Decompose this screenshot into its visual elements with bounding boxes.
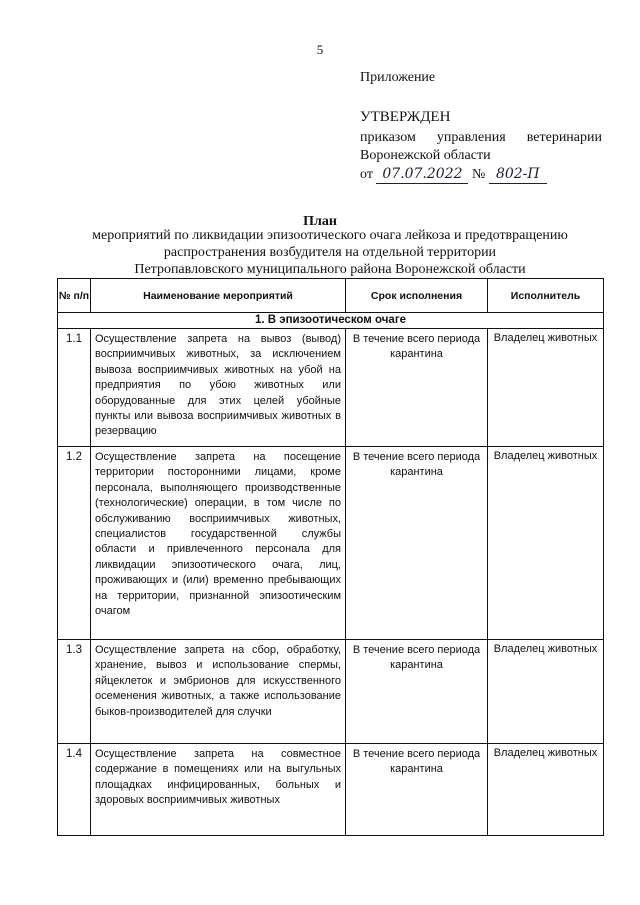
- row-number: 1.4: [58, 744, 91, 836]
- header-executor: Исполнитель: [488, 279, 604, 313]
- row-number: 1.3: [58, 640, 91, 744]
- order-date-number-line: [360, 165, 602, 184]
- page-number: 5: [316, 42, 324, 57]
- header-term: Срок исполнения: [346, 279, 488, 313]
- measure-name: Осуществление запрета на посещение территории посторонними лицами, кроме персонала, выполняющего производственные (технологические) операции, в том числе по обслуживанию восприимчивых животных, специалистов государственной службы области и привлеченного персонала для ликвидации эпизоотического очага, лиц, проживающих и (или) временно пребывающих на территории, признанной эпизоотическим очагом: [91, 447, 346, 640]
- approval-line-1: приказом управления ветеринарии: [360, 130, 602, 145]
- plan-subtitle-line-1: мероприятий по ликвидации эпизоотического очага лейкоза и предотвращению: [92, 228, 568, 243]
- section-title: 1. В эпизоотическом очаге: [58, 313, 604, 329]
- approval-block: [360, 108, 602, 184]
- date-prefix: от: [360, 167, 373, 182]
- plan-subtitle-line-2: распространения возбудителя на отдельной территории: [163, 245, 497, 260]
- table-row: [58, 447, 604, 640]
- appendix-label: Приложение: [360, 70, 436, 85]
- table-row: [58, 744, 604, 836]
- measure-executor: Владелец животных: [488, 447, 604, 640]
- plan-subtitle-line-3: Петропавловского муниципального района Воронежской области: [134, 262, 526, 277]
- table-row: [58, 329, 604, 447]
- header-name: Наименование мероприятий: [91, 279, 346, 313]
- measure-term: В течение всего периода карантина: [346, 640, 488, 744]
- handwritten-date: 07.07.2022: [376, 165, 468, 184]
- measure-name: Осуществление запрета на совместное содержание в помещениях или на выгульных площадках инфицированных, больных и здоровых восприимчивых животных: [91, 744, 346, 836]
- measure-term: В течение всего периода карантина: [346, 447, 488, 640]
- header-num: № п/п: [58, 279, 91, 313]
- plan-subtitle: [60, 227, 600, 278]
- measure-name: Осуществление запрета на сбор, обработку, хранение, вывоз и использование спермы, яйцеклеток и эмбрионов для искусственного осеменения животных, а также использование быков-производителей для случки: [91, 640, 346, 744]
- table-header-row: [58, 279, 604, 313]
- measures-table: [57, 278, 604, 836]
- measure-term: В течение всего периода карантина: [346, 329, 488, 447]
- approval-heading: УТВЕРЖДЕН: [360, 109, 451, 125]
- measure-executor: Владелец животных: [488, 744, 604, 836]
- row-number: 1.1: [58, 329, 91, 447]
- handwritten-number: 802-П: [489, 165, 547, 184]
- table-row: [58, 640, 604, 744]
- measure-executor: Владелец животных: [488, 640, 604, 744]
- plan-title: План: [303, 214, 337, 229]
- approval-line-2: Воронежской области: [360, 148, 491, 163]
- measure-name: Осуществление запрета на вывоз (вывод) восприимчивых животных, за исключением вывоза восприимчивых животных на убой на предприятия по убою животных или оборудованные для этих целей убойные пункты или вывоза восприимчивых животных в резервацию: [91, 329, 346, 447]
- number-prefix: №: [471, 167, 486, 182]
- measure-term: В течение всего периода карантина: [346, 744, 488, 836]
- measure-executor: Владелец животных: [488, 329, 604, 447]
- row-number: 1.2: [58, 447, 91, 640]
- section-row: [58, 313, 604, 329]
